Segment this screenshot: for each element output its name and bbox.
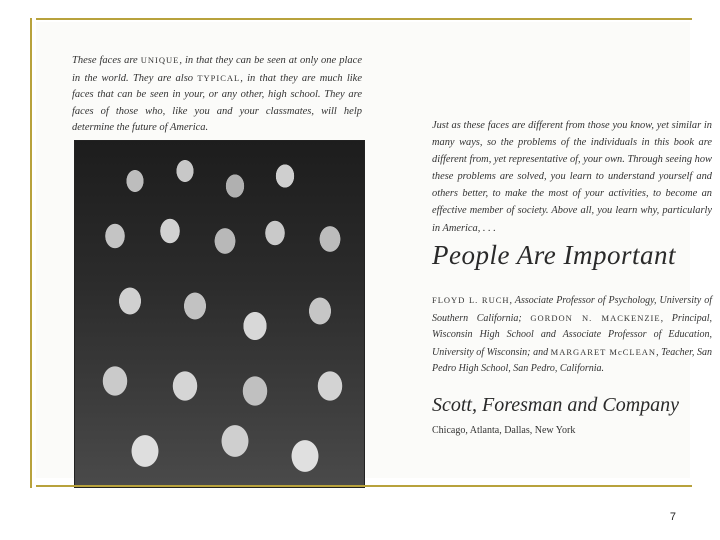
author-1-role: , Associate Professor of Psychology, University of Southern California; — [432, 295, 712, 324]
bottom-rule — [36, 485, 692, 487]
blurb-text: Just as these faces are different from those you know, yet similar in many ways, so the problems of the individuals in this book are different from, yet representative of, your own. Through seeing how these problems are solved, you learn to understand yourself and others better, to make the most of your activities, to become an effective member of society. Above all, you learn why, particularly in America, . . . — [432, 120, 712, 234]
author-credits — [432, 292, 712, 378]
author-2-role: , Principal, Wisconsin High School and Associate Professor of Education, University of Wisconsin; and — [432, 312, 712, 358]
publisher-cities: Chicago, Atlanta, Dallas, New York — [432, 425, 576, 436]
publisher-name: Scott, Foresman and Company — [432, 394, 680, 416]
author-1-name: FLOYD L. RUCH — [432, 295, 510, 305]
scanned-page — [36, 22, 712, 478]
caption-part-3: , in that they are much like faces that can be seen in your, or any other, high school. They are faces of those who, like you and your classmates, will help determine the future of America. — [72, 72, 362, 134]
caption-part-2: , in that they can be seen at only one place in the world. They are also — [72, 55, 362, 84]
caption-unique: UNIQUE — [140, 55, 180, 65]
caption-typical: TYPICAL — [197, 72, 241, 83]
author-3-name: MARGARET McCLEAN — [550, 346, 657, 357]
top-rule — [36, 18, 692, 20]
photo-caption — [72, 52, 362, 137]
book-title: People Are Important — [432, 240, 676, 270]
slide-number: 7 — [669, 511, 676, 523]
author-3-role: , Teacher, San Pedro High School, San Pedro, California. — [432, 346, 712, 375]
left-rule — [30, 18, 32, 488]
class-photo — [74, 140, 365, 488]
caption-part-1: These faces are — [72, 55, 141, 66]
author-2-name: GORDON N. MACKENZIE — [530, 312, 661, 323]
